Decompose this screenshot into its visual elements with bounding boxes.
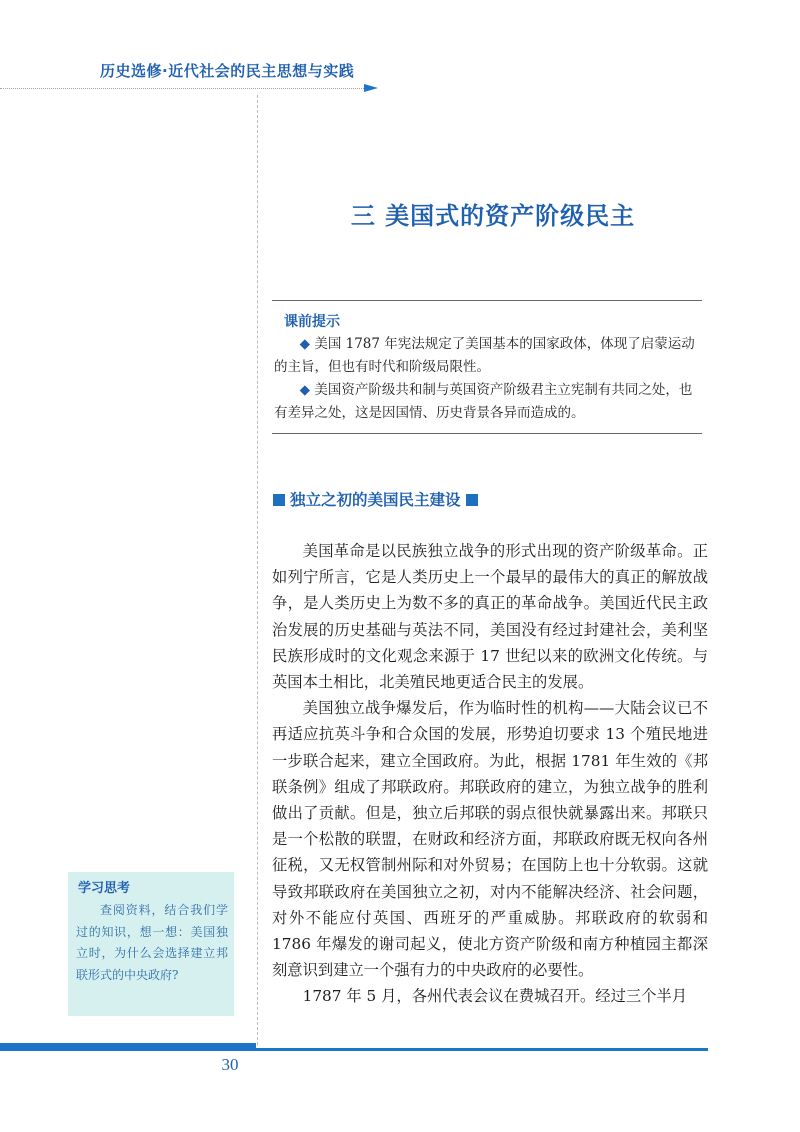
body-paragraph: 美国革命是以民族独立战争的形式出现的资产阶级革命。正如列宁所言，它是人类历史上一个最早的最伟大的真正的解放战争，是人类历史上为数不多的真正的革命战争。美国近代民主政治发展的历史基础与英法不同，美国没有经过封建社会，美利坚民族形成时的文化观念来源于 17 世纪以来的欧洲文化传统。与英国本土相比，北美殖民地更适合民主的发展。 (272, 542, 708, 692)
subsection-heading (273, 488, 478, 510)
sidebar-heading: 学习思考 (78, 881, 131, 896)
sidebar-body (76, 900, 228, 986)
header-arrow-icon (364, 84, 378, 92)
body-paragraph: 美国独立战争爆发后，作为临时性的机构——大陆会议已不再适应抗英斗争和合众国的发展，形势迫切要求 13 个殖民地进一步联合起来，建立全国政府。为此，根据 1781 年生效的《邦联条例》组成了邦联政府。邦联政府的建立，为独立战争的胜利做出了贡献。但是，独立后邦联的弱点很快就暴露出来。邦联只是一个松散的联盟，在财政和经济方面，邦联政府既无权向各州征税，又无权管制州际和对外贸易；在国防上也十分软弱。这就导致邦联政府在美国独立之初，对内不能解决经济、社会问题，对外不能应付英国、西班牙的严重威胁。邦联政府的软弱和 1786 年爆发的谢司起义，使北方资产阶级和南方种植园主都深刻意识到建立一个强有力的中央政府的必要性。 (272, 699, 708, 980)
section-title: 三 美国式的资产阶级民主 (350, 202, 636, 230)
page-number: 30 (221, 1055, 239, 1074)
main-body-text (272, 538, 708, 1010)
header-dotted-rule (0, 88, 372, 89)
tip-item (274, 333, 702, 379)
footer-bar-thin (256, 1048, 708, 1051)
study-reflection-sidebar (68, 872, 234, 1016)
tip-item (274, 379, 702, 425)
pre-lesson-tips-list (274, 333, 702, 425)
diamond-bullet-icon: ◆ (299, 336, 311, 352)
footer-bar-thick (0, 1043, 256, 1051)
margin-dashed-divider (257, 95, 258, 1045)
subsection-title: 独立之初的美国民主建设 (290, 491, 461, 509)
sidebar-text: 查阅资料，结合我们学过的知识，想一想：美国独立时，为什么会选择建立邦联形式的中央政府? (76, 903, 228, 982)
square-marker-icon (273, 494, 285, 506)
running-header-title: 历史选修·近代社会的民主思想与实践 (100, 62, 355, 80)
body-paragraph: 1787 年 5 月，各州代表会议在费城召开。经过三个半月 (302, 987, 688, 1006)
tip-text: 美国 1787 年宪法规定了美国基本的国家政体，体现了启蒙运动的主旨，但也有时代和阶级局限性。 (274, 336, 695, 375)
square-marker-icon (466, 494, 478, 506)
pre-lesson-tips-heading: 课前提示 (284, 314, 340, 330)
tip-text: 美国资产阶级共和制与英国资产阶级君主立宪制有共同之处，也有差异之处，这是因国情、历史背景各异而造成的。 (274, 382, 693, 421)
pre-lesson-tips-box (272, 300, 702, 434)
diamond-bullet-icon: ◆ (299, 382, 311, 398)
